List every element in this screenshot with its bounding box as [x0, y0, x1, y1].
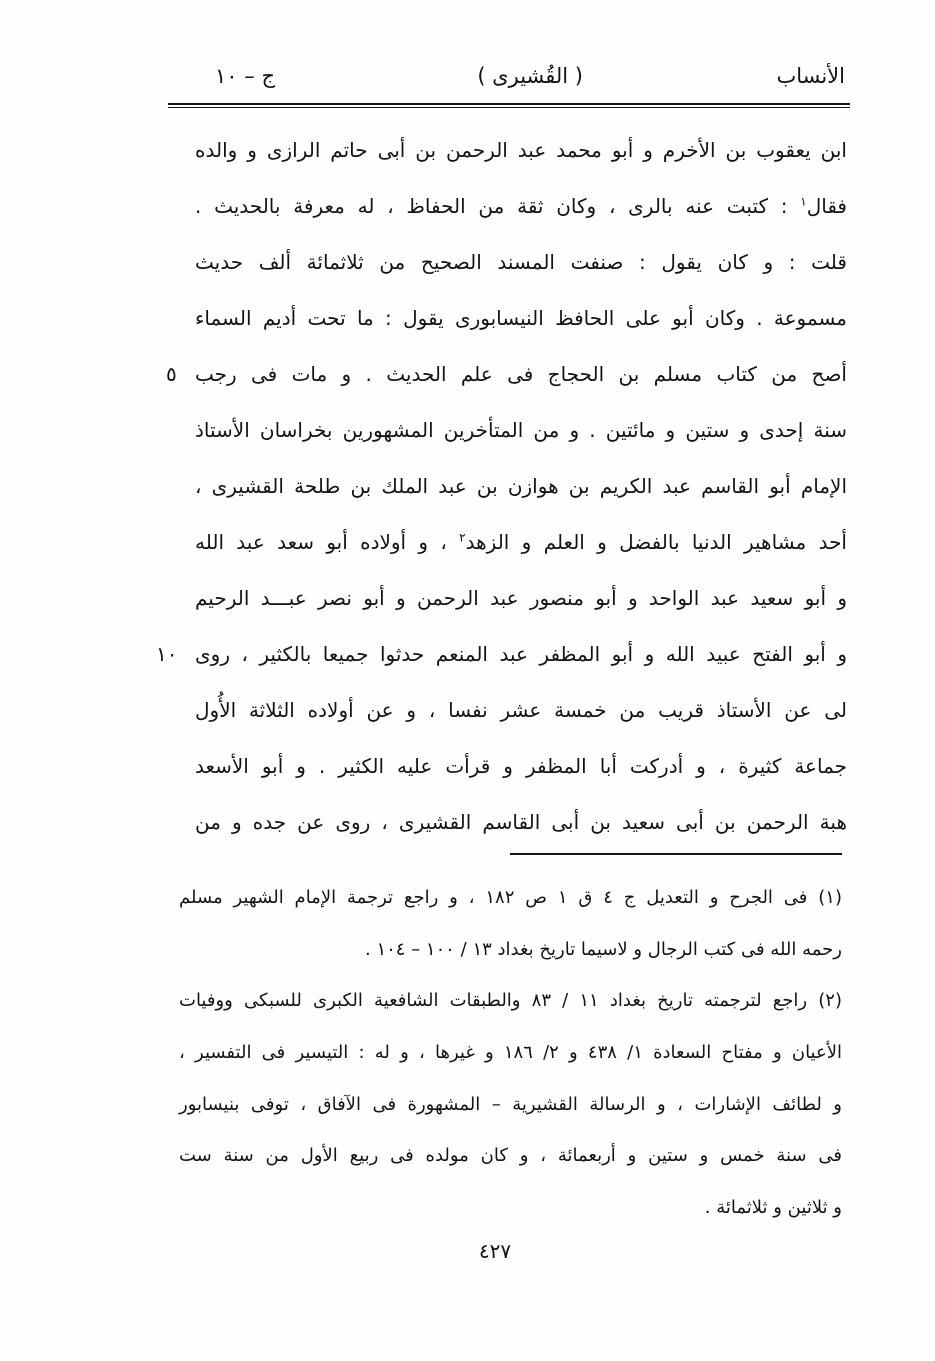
header-entry-title: ( القُشيرى ) — [477, 64, 583, 88]
page-number: ٤٢٧ — [478, 1239, 512, 1263]
body-line: الإمام أبو القاسم عبد الكريم بن هوازن بن عبد الملك بن طلحة القشيرى ، — [195, 474, 847, 498]
margin-line-number: ٥ — [166, 362, 177, 386]
footnote-line: الأعيان و مفتاح السعادة ١/ ٤٣٨ و ٢/ ١٨٦ و غيرها ، و له : التيسير فى التفسير ، — [179, 1042, 842, 1064]
body-line: مسموعة . وكان أبو على الحافظ النيسابورى يقول : ما تحت أديم السماء — [195, 306, 847, 330]
body-line — [195, 178, 847, 234]
body-line: و أبو الفتح عبيد الله و أبو المظفر عبد المنعم حدثوا جميعا بالكثير ، روى — [195, 642, 847, 666]
body-line: ابن يعقوب بن الأخرم و أبو محمد عبد الرحمن بن أبى حاتم الرازى و والده — [195, 138, 847, 162]
header-volume: ج – ١٠ — [215, 64, 275, 88]
margin-line-number: ١٠ — [156, 642, 178, 666]
header-double-rule — [168, 103, 850, 108]
body-line — [195, 514, 847, 570]
footnote-line: (٢) راجع لترجمته تاريخ بغداد ١١ / ٨٣ والطبقات الشافعية الكبرى للسبكى ووفيات — [179, 990, 842, 1012]
footnote-line: فى سنة خمس و ستين و أربعمائة ، و كان مولده فى ربيع الأول من سنة ست — [179, 1145, 842, 1167]
body-line: سنة إحدى و ستين و مائتين . و من المتأخرين المشهورين بخراسان الأستاذ — [195, 418, 847, 442]
footnote-line: رحمه الله فى كتب الرجال و لاسيما تاريخ بغداد ١٣ / ١٠٠ – ١٠٤ . — [365, 938, 842, 960]
body-text — [195, 122, 847, 850]
body-line-segment: : كتبت عنه بالرى ، وكان ثقة من الحفاظ ، له معرفة بالحديث . — [195, 194, 801, 218]
body-line: هبة الرحمن بن أبى سعيد بن أبى القاسم القشيرى ، روى عن جده و من — [195, 810, 847, 834]
footnote-line: و لطائف الإشارات ، و الرسالة القشيرية – المشهورة فى الآفاق ، توفى بنيسابور — [179, 1093, 842, 1115]
body-line-segment: أحد مشاهير الدنيا بالفضل و العلم و الزهد — [465, 530, 847, 554]
footnote-line: (١) فى الجرح و التعديل ج ٤ ق ١ ص ١٨٢ ، و راجع ترجمة الإمام الشهير مسلم — [179, 887, 842, 908]
footnote-rule — [510, 853, 842, 855]
footnotes — [179, 872, 842, 1234]
body-line: و أبو سعيد عبد الواحد و أبو منصور عبد الرحمن و أبو نصر عبـــد الرحيم — [195, 586, 847, 610]
footnote-line: و ثلاثين و ثلاثمائة . — [704, 1197, 842, 1219]
body-line-segment: ، و أولاده أبو سعد عبد الله — [195, 530, 460, 554]
body-line: جماعة كثيرة ، و أدركت أبا المظفر و قرأت عليه الكثير . و أبو الأسعد — [195, 754, 847, 778]
footnote-marker: ٢ — [459, 530, 466, 545]
body-line: لى عن الأستاذ قريب من خمسة عشر نفسا ، و عن أولاده الثلاثة الأُول — [195, 698, 847, 722]
header-book-title: الأنساب — [776, 64, 845, 88]
footnote-marker: ١ — [800, 194, 807, 209]
body-line: أصح من كتاب مسلم بن الحجاج فى علم الحديث . و مات فى رجب — [195, 362, 847, 386]
body-line: قلت : و كان يقول : صنفت المسند الصحيح من ثلاثمائة ألف حديث — [195, 250, 847, 274]
body-line-segment: فقال — [806, 194, 847, 218]
